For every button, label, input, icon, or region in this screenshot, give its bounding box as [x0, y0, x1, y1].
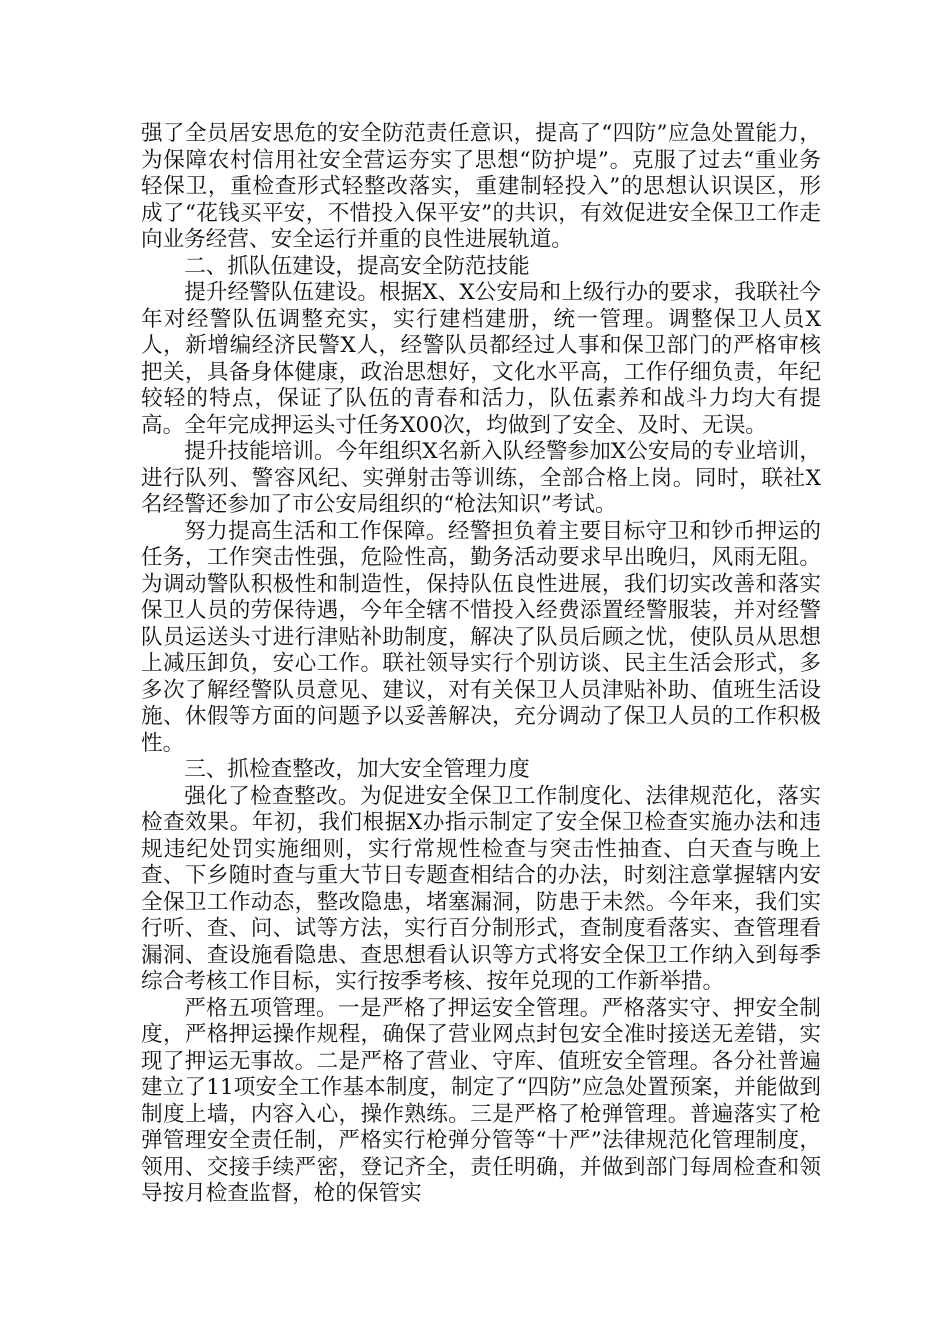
paragraph-five-management: 严格五项管理。一是严格了押运安全管理。严格落实守、押安全制度，严格押运操作规程，确保了营业网点封包安全准时接送无差错，实现了押运无事故。二是严格了营业、守库、值班安全管理。各分社普遍建立了11项安全工作基本制度，制定了“四防”应急处置预案，并能做到制度上墙，内容入心，操作熟练。三是严格了枪弹管理。普遍落实了枪弹管理安全责任制，严格实行枪弹分管等“十严”法律规范化管理制度，领用、交接手续严密，登记齐全，责任明确，并做到部门每周检查和领导按月检查监督，枪的保管实 [141, 995, 821, 1206]
paragraph-living-support: 努力提高生活和工作保障。经警担负着主要目标守卫和钞币押运的任务，工作突击性强，危险性高，勤务活动要求早出晚归，风雨无阻。为调动警队积极性和制造性，保持队伍良性进展，我们切实改善和落实保卫人员的劳保待遇，今年全辖不惜投入经费添置经警服装，并对经警队员运送头寸进行津贴补助制度，解决了队员后顾之忧，使队员从思想上减压卸负，安心工作。联社领导实行个别访谈、民主生活会形式，多多次了解经警队员意见、建议，对有关保卫人员津贴补助、值班生活设施、休假等方面的问题予以妥善解决，充分调动了保卫人员的工作积极性。 [141, 518, 821, 756]
paragraph-intro: 强了全员居安思危的安全防范责任意识，提高了“四防”应急处置能力，为保障农村信用社安全营运夯实了思想“防护堤”。克服了过去“重业务轻保卫，重检查形式轻整改落实，重建制轻投入”的思想认识误区，形成了“花钱买平安，不惜投入保平安”的共识，有效促进安全保卫工作走向业务经营、安全运行并重的良性进展轨道。 [141, 121, 821, 252]
section-heading-three: 三、抓检查整改，加大安全管理力度 [184, 757, 530, 782]
paragraph-team-building: 提升经警队伍建设。根据X、X公安局和上级行办的要求，我联社今年对经警队伍调整充实，实行建档建册，统一管理。调整保卫人员X人，新增编经济民警X人，经警队员都经过人事和保卫部门的严格审核把关，具备身体健康，政治思想好，文化水平高，工作仔细负责，年纪较轻的特点，保证了队伍的青春和活力，队伍素养和战斗力均大有提高。全年完成押运头寸任务X00次，均做到了安全、及时、无误。 [141, 280, 821, 438]
document-page [141, 121, 821, 1208]
paragraph-skill-training: 提升技能培训。今年组织X名新入队经警参加X公安局的专业培训，进行队列、警容风纪、实弹射击等训练，全部合格上岗。同时，联社X名经警还参加了市公安局组织的“枪法知识”考试。 [141, 439, 821, 517]
paragraph-inspection: 强化了检查整改。为促进安全保卫工作制度化、法律规范化，落实检查效果。年初，我们根据X办指示制定了安全保卫检查实施办法和违规违纪处罚实施细则，实行常规性检查与突击性抽查、白天查与晚上查、下乡随时查与重大节日专题查相结合的办法，时刻注意掌握辖内安全保卫工作动态，整改隐患，堵塞漏洞，防患于未然。今年来，我们实行听、查、问、试等方法，实行百分制形式，查制度看落实、查管理看漏洞、查设施看隐患、查思想看认识等方式将安全保卫工作纳入到每季综合考核工作目标，实行按季考核、按年兑现的工作新举措。 [141, 783, 821, 994]
section-heading-two: 二、抓队伍建设，提高安全防范技能 [184, 253, 530, 279]
